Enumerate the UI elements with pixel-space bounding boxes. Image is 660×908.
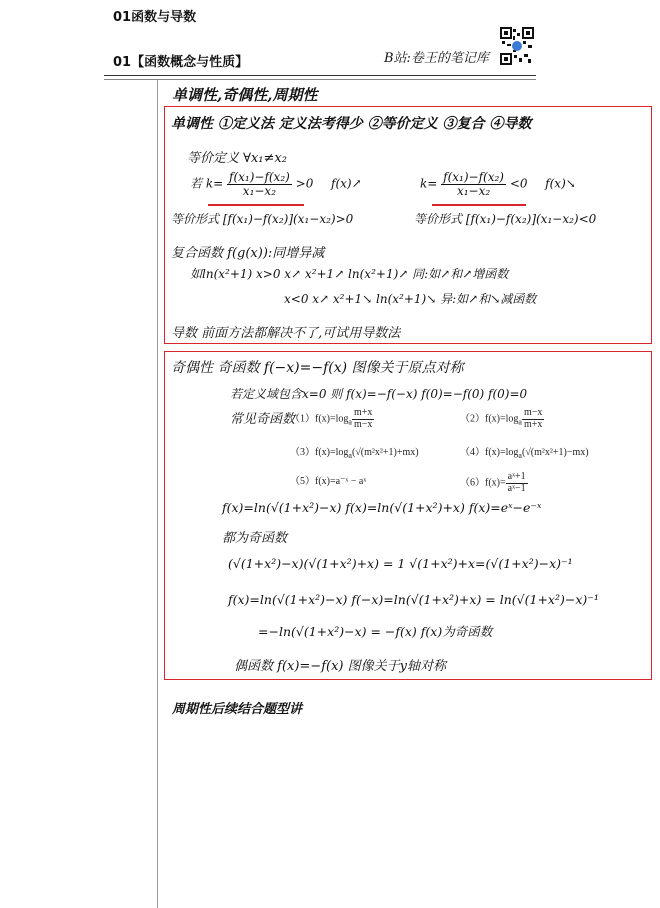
- item-expr: f(x)=log: [485, 447, 519, 458]
- item-expr: f(x)=a: [315, 476, 341, 487]
- item-base: a: [348, 451, 352, 460]
- k-fraction-2: [441, 171, 506, 197]
- section-title: 01【函数概念与性质】: [113, 55, 249, 70]
- odd-function-item: [460, 408, 544, 430]
- item-number: （4）: [460, 447, 485, 458]
- k-inc-result: f(x)↗: [331, 176, 362, 191]
- k-numerator-2: f(x₁)−f(x₂): [443, 170, 504, 184]
- odd-function-item: [460, 472, 528, 494]
- odd-function-item: [290, 472, 366, 487]
- composite-row-1: 如ln(x²+1) x>0 x↗ x²+1↗ ln(x²+1)↗ 同:如↗和↗增函数: [190, 267, 509, 281]
- k-eq-2: k=: [420, 176, 438, 191]
- item-number: （1）: [290, 413, 315, 425]
- equiv-inc: 等价形式 [f(x₁)−f(x₂)](x₁−x₂)>0: [171, 212, 354, 226]
- k-dec-cond: <0: [509, 176, 528, 191]
- item-fraction: [352, 408, 374, 430]
- item-base: a: [348, 417, 352, 427]
- item-fraction-num: aˣ+1: [507, 471, 526, 482]
- item-expr: f(x)=log: [485, 413, 519, 425]
- item-number: （2）: [460, 413, 485, 425]
- domain-note: 若定义域包含x=0 则 f(x)=−f(−x) f(0)=−f(0) f(0)=0: [230, 387, 528, 401]
- item-fraction: [506, 472, 528, 494]
- k-dec-underline: [432, 204, 526, 206]
- item-number: （5）: [290, 476, 315, 487]
- item-base: a: [518, 451, 522, 460]
- k-denominator: x₁−x₂: [242, 183, 277, 198]
- credit-text: B站:卷王的笔记库: [384, 51, 489, 66]
- k-lead: 若: [190, 176, 203, 191]
- item-expr: f(x)=log: [315, 447, 349, 458]
- composite-title: 复合函数 f(g(x)):同增异减: [171, 246, 325, 261]
- even-function-note: 偶函数 f(x)=−f(x) 图像关于y轴对称: [234, 659, 446, 674]
- item-expr: f(x)=log: [315, 413, 349, 425]
- identity-line: (√(1+x²)−x)(√(1+x²)+x) = 1 √(1+x²)+x=(√(1+x²)−x)⁻¹: [228, 556, 573, 571]
- derivative-note: 导数 前面方法都解决不了,可试用导数法: [171, 326, 401, 341]
- topic-title: 单调性,奇偶性,周期性: [172, 86, 318, 104]
- example-line: f(x)=ln(√(1+x²)−x) f(x)=ln(√(1+x²)+x) f(x)=eˣ−e⁻ˣ: [222, 500, 542, 515]
- mono-heading: 单调性 ①定义法 定义法考得少 ②等价定义 ③复合 ④导数: [171, 116, 532, 132]
- odd-function-item: [290, 408, 374, 430]
- item-tail: (√(m²x²+1)−mx): [521, 447, 589, 458]
- item-tail: (√(m²x²+1)+mx): [351, 447, 419, 458]
- margin-line: [157, 80, 158, 908]
- item-expr: f(x)=: [485, 477, 506, 489]
- k-dec-row: [420, 171, 576, 197]
- k-inc-cond: >0: [295, 176, 314, 191]
- item-base: a: [518, 417, 522, 427]
- odd-function-item: [460, 443, 589, 460]
- k-numerator: f(x₁)−f(x₂): [229, 170, 290, 184]
- parity-heading: 奇偶性 奇函数 f(−x)=−f(x) 图像关于原点对称: [171, 360, 464, 376]
- item-number: （3）: [290, 447, 315, 458]
- item-fraction-num: m−x: [523, 407, 543, 418]
- item-fraction-den: m−x: [353, 418, 373, 430]
- chapter-title: 01函数与导数: [113, 10, 197, 25]
- proof-line-2: =−ln(√(1+x²)−x) = −f(x) f(x)为奇函数: [258, 624, 493, 639]
- equiv-dec: 等价形式 [f(x₁)−f(x₂)](x₁−x₂)<0: [414, 212, 597, 226]
- top-rule: [104, 79, 536, 80]
- k-inc-row: [190, 171, 362, 197]
- period-note: 周期性后续结合题型讲: [172, 702, 303, 717]
- header-rule: [104, 75, 536, 76]
- item-fraction-num: m+x: [353, 407, 373, 418]
- k-eq: k=: [205, 176, 224, 191]
- equiv-title: 等价定义 ∀x₁≠x₂: [187, 151, 287, 166]
- all-odd-note: 都为奇函数: [222, 531, 288, 546]
- item-fraction: [522, 408, 544, 430]
- item-fraction-den: m+x: [523, 418, 543, 430]
- item-tail: ⁻ˣ − aˣ: [340, 476, 367, 487]
- item-fraction-den: aˣ−1: [507, 482, 526, 494]
- k-denominator-2: x₁−x₂: [456, 183, 491, 198]
- k-fraction: [227, 171, 292, 197]
- k-dec-result: f(x)↘: [545, 176, 576, 191]
- proof-line-1: f(x)=ln(√(1+x²)−x) f(−x)=ln(√(1+x²)+x) = ln(√(1+x²)−x)⁻¹: [228, 592, 599, 607]
- composite-row-2: x<0 x↗ x²+1↘ ln(x²+1)↘ 异:如↗和↘减函数: [284, 292, 537, 306]
- k-inc-underline: [208, 204, 304, 206]
- odd-function-item: [290, 443, 419, 460]
- common-odd-label: 常见奇函数: [230, 412, 296, 427]
- qr-code-icon: [500, 27, 534, 65]
- item-number: （6）: [460, 477, 485, 489]
